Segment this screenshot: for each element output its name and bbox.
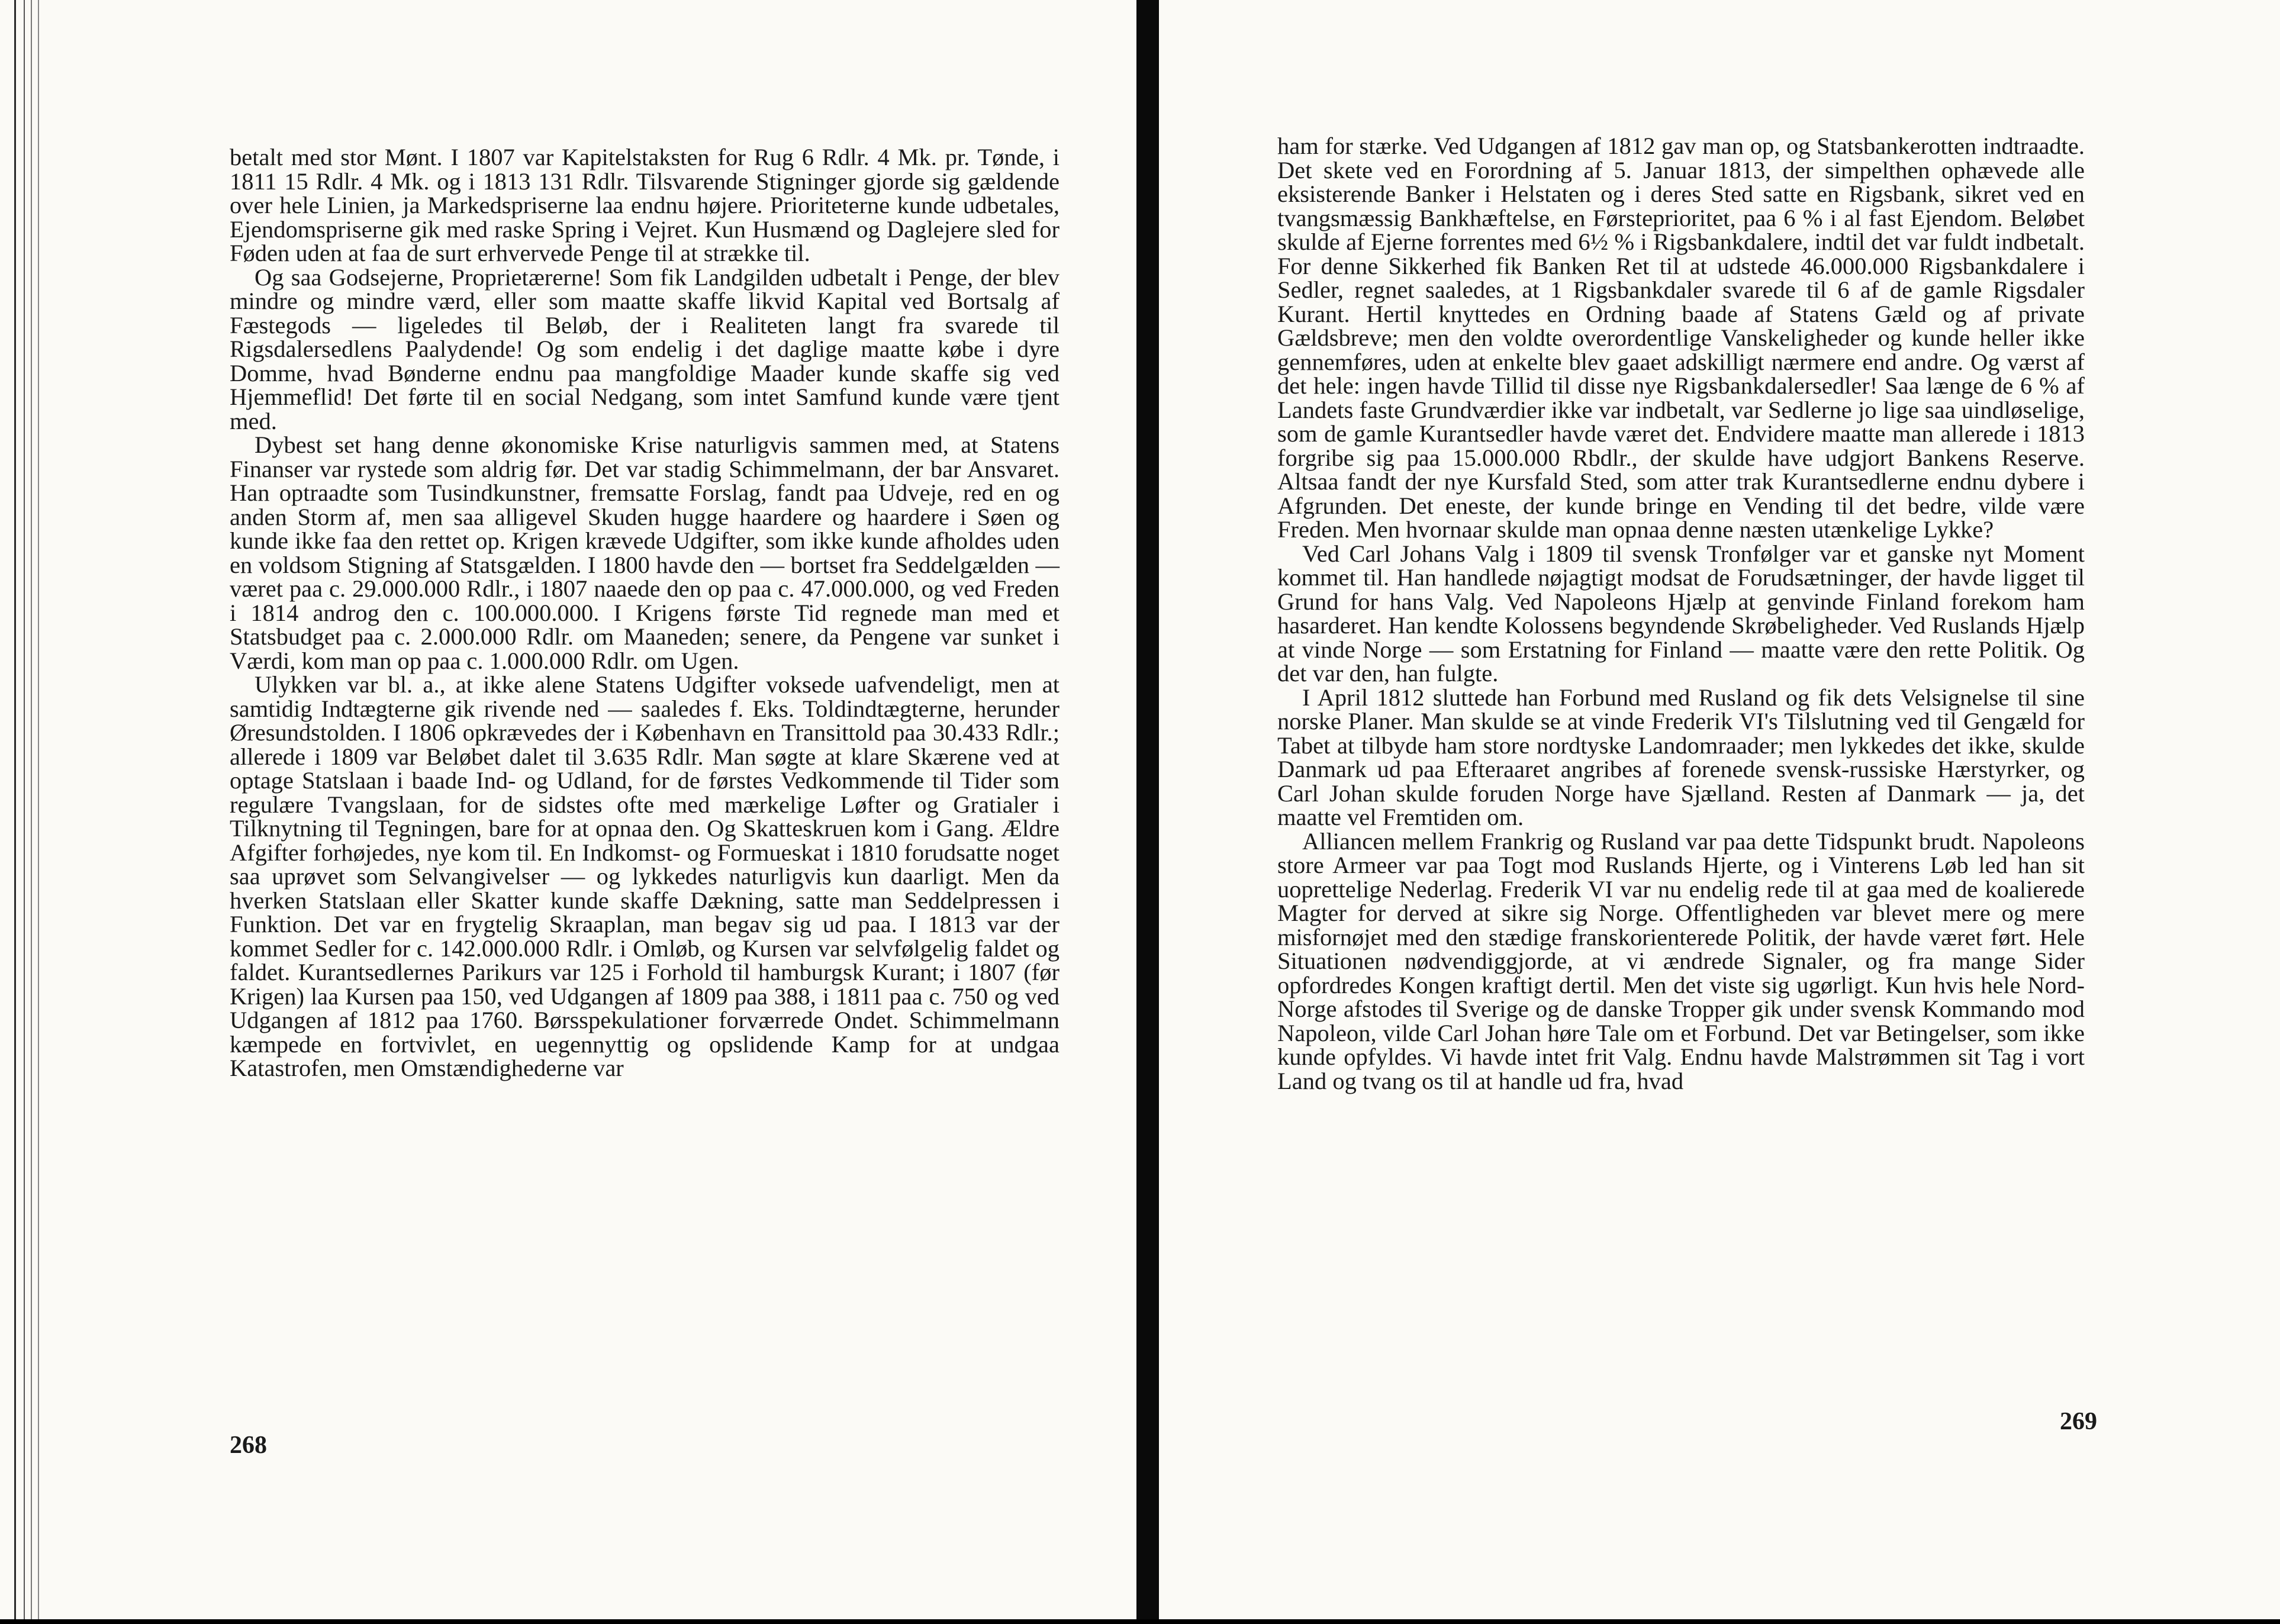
right-page	[1159, 0, 2280, 1619]
page-edge-line	[24, 0, 25, 1619]
paragraph: Og saa Godsejerne, Proprietærerne! Som fik Landgilden udbetalt i Penge, der blev mindre og mindre værd, eller som maatte skaffe likvid Kapital ved Bortsalg af Fæstegods — ligeledes til Beløb, der i Realiteten langt fra svarede til Rigsdalersedlens Paalydende! Og som endelig i det daglige maatte købe i dyre Domme, hvad Bønderne endnu paa mangfoldige Maader kunde skaffe sig ved Hjemmeflid! Det førte til en social Nedgang, som intet Samfund kunde være tjent med.	[230, 263, 1060, 434]
paragraph: Ved Carl Johans Valg i 1809 til svensk Tronfølger var et ganske nyt Moment kommet til. Han handlede nøjagtigt modsat de Forudsætninger, der havde ligget til Grund for hans Valg. Ved Napoleons Hjælp at genvinde Finland forekom ham hasarderet. Han kendte Kolossens begyndende Skrøbeligheder. Ved Ruslands Hjælp at vinde Norge — som Erstatning for Finland — maatte være den rette Politik. Og det var den, han fulgte.	[1277, 540, 2085, 687]
left-page	[0, 0, 1136, 1619]
paragraph: ham for stærke. Ved Udgangen af 1812 gav man op, og Statsbankerotten indtraadte. Det skete ved en Forordning af 5. Januar 1813, der simpelthen ophævede alle eksisterende Banker i Helstaten og i deres Sted satte en Rigsbank, sikret ved en tvangsmæssig Bankhæftelse, en Førsteprioritet, paa 6 % i al fast Ejendom. Beløbet skulde af Ejerne forrentes med 6½ % i Rigsbankdalere, indtil det var fuldt indbetalt. For denne Sikkerhed fik Banken Ret til at udstede 46.000.000 Rigsbankdalere i Sedler, regnet saaledes, at 1 Rigsbankdaler svarede til 6 af de gamle Rigsdaler Kurant. Hertil knyttedes en Ordning baade af Statens Gæld og af private Gældsbreve; men den voldte overordentlige Vanskeligheder og kunde heller ikke gennemføres, uden at enkelte blev gaaet adskilligt nærmere end andre. Og værst af det hele: ingen havde Tillid til disse nye Rigsbankdalersedler! Saa længe de 6 % af Landets faste Grundværdier ikke var indbetalt, var Sedlerne jo lige saa uindløselige, som de gamle Kurantsedler havde været det. Endvidere maatte man allerede i 1813 forgribe sig paa 15.000.000 Rbdlr., der skulde have udgjort Bankens Reserve. Altsaa fandt der nye Kursfald Sted, som atter trak Kurantsedlerne endnu dybere i Afgrunden. Det eneste, der kunde bringe en Vending til det bedre, vilde være Freden. Men hvornaar skulde man opnaa denne næsten utænkelige Lykke?	[1277, 133, 2085, 543]
page-number: 268	[230, 1432, 267, 1459]
paragraph: Alliancen mellem Frankrig og Rusland var paa dette Tidspunkt brudt. Napoleons store Armeer var paa Togt mod Ruslands Hjerte, og i Vinterens Løb led han sit uoprettelige Nederlag. Frederik VI var nu endelig rede til at gaa med de koalierede Magter for derved at sikre sig Norge. Offentligheden var blevet mere og mere misfornøjet med den stædige franskorienterede Politik, der havde været ført. Hele Situationen nødvendiggjorde, at vi ændrede Signaler, og fra mange Sider opfordredes Kongen kraftigt dertil. Men det viste sig ugørligt. Kun hvis hele Nord-Norge afstodes til Sverige og de danske Tropper gik under svensk Kommando mod Napoleon, vilde Carl Johan høre Tale om et Forbund. Det var Betingelser, som ikke kunde opfyldes. Vi havde intet frit Valg. Endnu havde Malstrømmen sit Tag i vort Land og tvang os til at handle ud fra, hvad	[1277, 827, 2085, 1094]
paragraph: Dybest set hang denne økonomiske Krise naturligvis sammen med, at Statens Finanser var rystede som aldrig før. Det var stadig Schimmelmann, der bar Ansvaret. Han optraadte som Tusindkunstner, fremsatte Forslag, fandt paa Udveje, red en og anden Storm af, men saa alligevel Skuden hugge haardere og haardere i Søen og kunde ikke faa den rettet op. Krigen krævede Udgifter, som ikke kunde afholdes uden en voldsom Stigning af Statsgælden. I 1800 havde den — bortset fra Seddelgælden — været paa c. 29.000.000 Rdlr., i 1807 naaede den op paa c. 47.000.000, og ved Freden i 1814 androg den c. 100.000.000. I Krigens første Tid regnede man med et Statsbudget paa c. 2.000.000 Rdlr. om Maaneden; senere, da Pengene var sunket i Værdi, kom man op paa c. 1.000.000 Rdlr. om Ugen.	[230, 431, 1060, 674]
page-edge-line	[14, 0, 16, 1619]
page-edge-line	[38, 0, 39, 1619]
paragraph: betalt med stor Mønt. I 1807 var Kapitelstaksten for Rug 6 Rdlr. 4 Mk. pr. Tønde, i 1811 15 Rdlr. 4 Mk. og i 1813 131 Rdlr. Tilsvarende Stigninger gjorde sig gældende over hele Linien, ja Markedspriserne laa endnu højere. Prioriteterne kunde udbetales, Ejendomspriserne gik med raske Spring i Vejret. Kun Husmænd og Daglejere sled for Føden uden at faa de surt erhvervede Penge til at strække til.	[230, 144, 1060, 266]
scan-border	[0, 1619, 2280, 1624]
paragraph: I April 1812 sluttede han Forbund med Rusland og fik dets Velsignelse til sine norske Planer. Man skulde se at vinde Frederik VI's Tilslutning ved til Gengæld for Tabet at tilbyde ham store nordtyske Landomraader; men lykkedes det ikke, skulde Danmark ud paa Efteraaret angribes af forenede svensk-russiske Hærstyrker, og Carl Johan skulde foruden Norge have Sjælland. Resten af Danmark — ja, det maatte vel Fremtiden om.	[1277, 684, 2085, 830]
paragraph: Ulykken var bl. a., at ikke alene Statens Udgifter voksede uafvendeligt, men at samtidig Indtægterne gik rivende ned — saaledes f. Eks. Toldindtægterne, herunder Øresundstolden. I 1806 opkrævedes der i København en Transittold paa 30.433 Rdlr.; allerede i 1809 var Beløbet dalet til 3.635 Rdlr. Man søgte at klare Skærene ved at optage Statslaan i baade Ind- og Udland, for de førstes Vedkommende til Tider som regulære Tvangslaan, for de sidstes ofte med mærkelige Løfter og Gratialer i Tilknytning til Tegningen, bare for at opnaa den. Og Skatteskruen kom i Gang. Ældre Afgifter forhøjedes, nye kom til. En Indkomst- og Formueskat i 1810 forudsatte noget saa uprøvet som Selvangivelser — og lykkedes naturligvis kun daarligt. Men da hverken Statslaan eller Skatter kunde skaffe Dækning, satte man Seddelpressen i Funktion. Det var en frygtelig Skraaplan, man begav sig ud paa. I 1813 var der kommet Sedler for c. 142.000.000 Rdlr. i Omløb, og Kursen var selvfølgelig faldet og faldet. Kurantsedlernes Parikurs var 125 i Forhold til hamburgsk Kurant; i 1807 (før Krigen) laa Kursen paa 150, ved Udgangen af 1809 paa 388, i 1811 paa c. 750 og ved Udgangen af 1812 paa 1760. Børsspekulationer forværrede Ondet. Schimmelmann kæmpede en fortvivlet, en uegennyttig og opslidende Kamp for at undgaa Katastrofen, men Omstændighederne var	[230, 671, 1060, 1081]
book-gutter	[1136, 0, 1159, 1624]
right-page-body	[1277, 134, 2085, 1093]
page-number: 269	[2060, 1408, 2097, 1435]
page-edge-line	[31, 0, 32, 1619]
left-page-body	[230, 146, 1060, 1081]
